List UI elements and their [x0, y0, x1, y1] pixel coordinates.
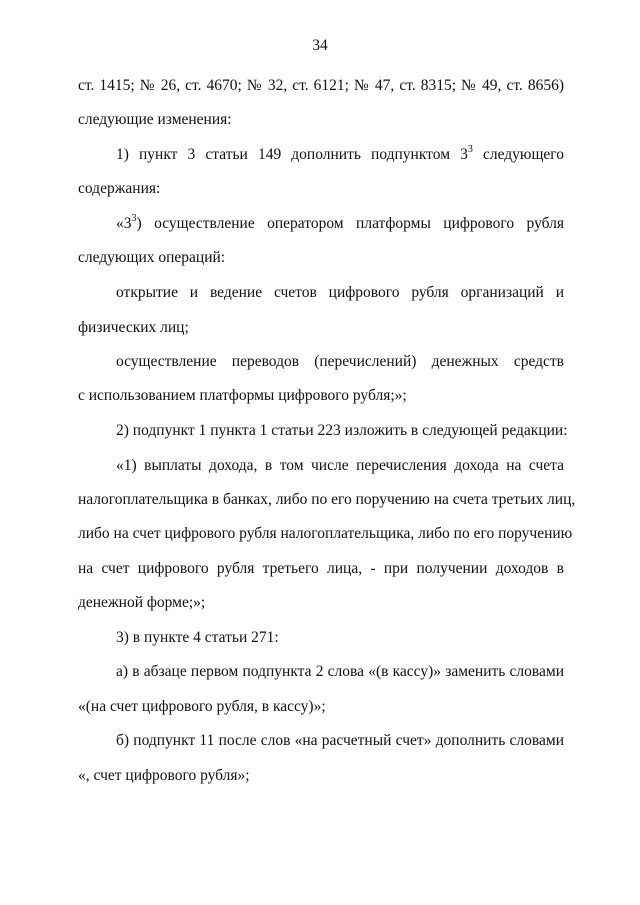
text-line-16: денежной форме;»; — [78, 594, 206, 611]
text-line-2: следующие изменения: — [78, 111, 232, 128]
text-line-5-part-1: «3 — [116, 215, 132, 232]
text-line-1: ст. 1415; № 26, ст. 4670; № 32, ст. 6121; № 47, ст. 8315; № 49, ст. 8656) — [78, 77, 564, 94]
text-line-5 — [116, 214, 564, 234]
text-line-6: следующих операций: — [78, 249, 226, 266]
text-line-19: «(на счет цифрового рубля, в кассу)»; — [78, 698, 326, 715]
superscript: 3 — [131, 213, 137, 224]
text-line-3-part-1: 1) пункт 3 статьи 149 дополнить подпунктом 3 — [116, 146, 468, 163]
text-line-13: налогоплательщика в банках, либо по его поручению на счета третьих лиц, — [78, 491, 576, 508]
text-line-11: 2) подпункт 1 пункта 1 статьи 223 изложить в следующей редакции: — [116, 422, 568, 439]
text-line-15: на счет цифрового рубля третьего лица, - при получении доходов в — [78, 560, 564, 577]
text-line-8: физических лиц; — [78, 319, 189, 336]
text-line-4: содержания: — [78, 180, 161, 197]
text-line-3 — [116, 145, 564, 165]
text-line-12: «1) выплаты дохода, в том числе перечисления дохода на счета — [116, 457, 564, 474]
superscript: 3 — [467, 144, 473, 155]
text-line-9: осуществление переводов (перечислений) денежных средств — [116, 353, 564, 370]
text-line-3-part-2: следующего — [472, 146, 564, 163]
text-line-7: открытие и ведение счетов цифрового рубля организаций и — [116, 284, 564, 301]
text-line-21: «, счет цифрового рубля»; — [78, 767, 250, 784]
text-line-20: б) подпункт 11 после слов «на расчетный счет» дополнить словами — [116, 732, 564, 749]
text-line-14: либо на счет цифрового рубля налогоплательщика, либо по его поручению — [78, 525, 573, 542]
page-number: 34 — [312, 37, 328, 54]
text-line-10: с использованием платформы цифрового рубля;»; — [78, 387, 407, 404]
text-line-18: а) в абзаце первом подпункта 2 слова «(в кассу)» заменить словами — [116, 663, 564, 680]
text-line-17: 3) в пункте 4 статьи 271: — [116, 629, 279, 646]
text-line-5-part-2: ) осуществление оператором платформы цифрового рубля — [136, 215, 564, 232]
